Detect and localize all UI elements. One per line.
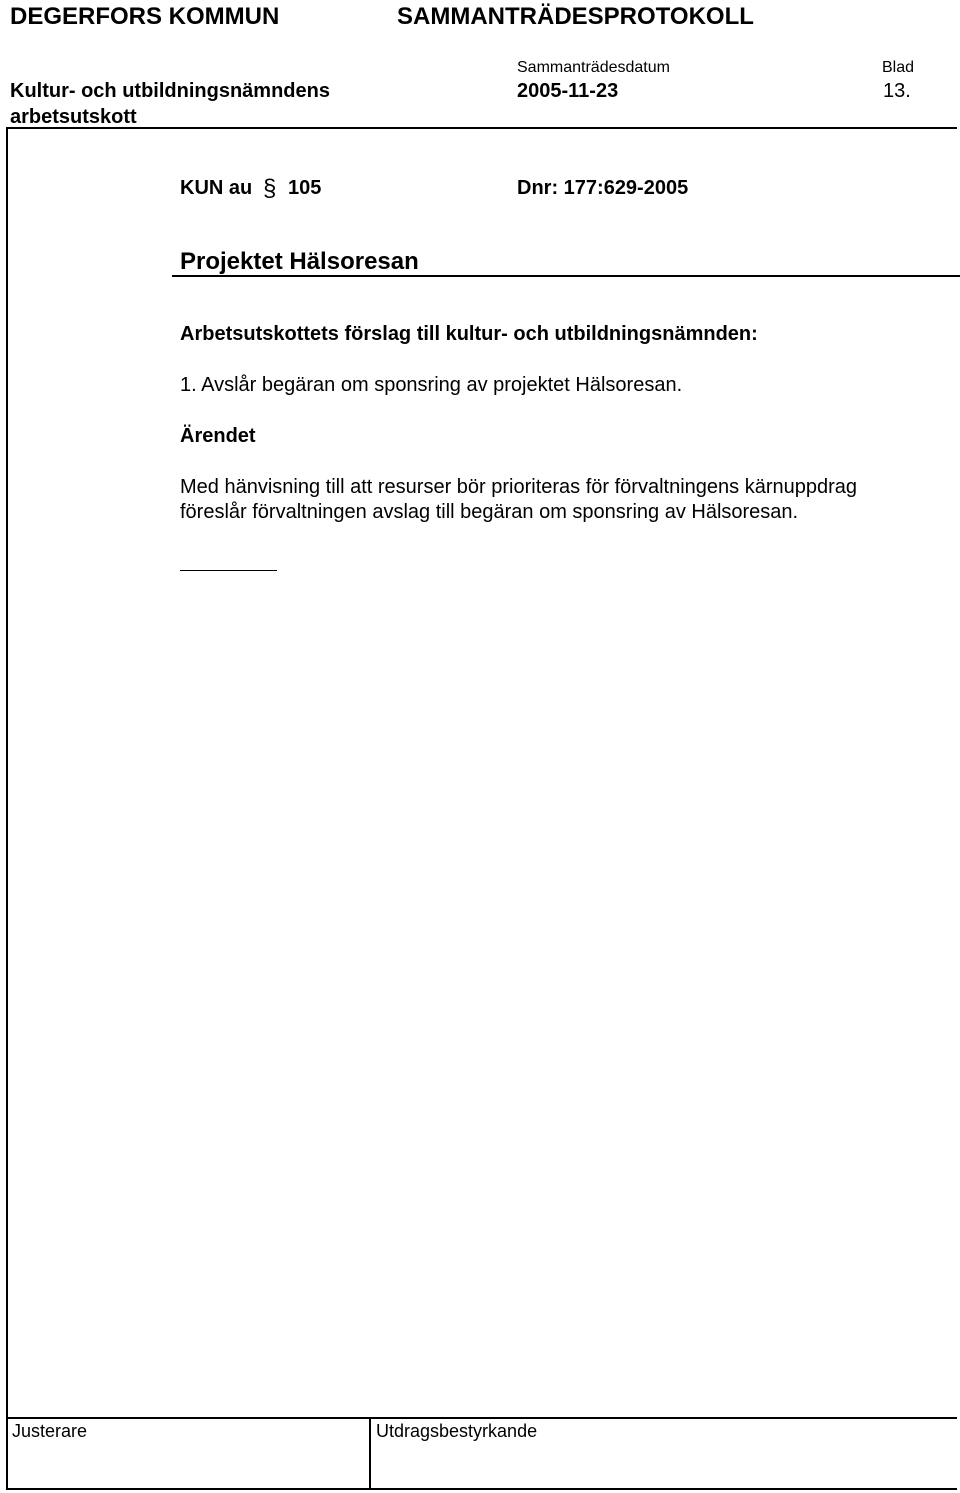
paragraph-sign: § bbox=[263, 175, 277, 202]
section-heading: Ärendet bbox=[180, 425, 256, 447]
title-underline bbox=[172, 275, 960, 277]
end-of-item-rule bbox=[180, 570, 277, 571]
board-name-line1: Kultur- och utbildningsnämndens bbox=[10, 80, 330, 102]
extract-certification-label: Utdragsbestyrkande bbox=[376, 1421, 538, 1441]
page-number: 13. bbox=[883, 80, 911, 102]
paragraph-number: 105 bbox=[288, 177, 322, 199]
paragraph-prefix: KUN au bbox=[180, 177, 253, 199]
body-text-line: föreslår förvaltningen avslag till begäran om sponsring av Hälsoresan. bbox=[180, 501, 799, 523]
meeting-date-value: 2005-11-23 bbox=[517, 80, 619, 102]
footer-divider bbox=[369, 1417, 371, 1490]
body-text-line: Med hänvisning till att resurser bör prioriteras för förvaltningens kärnuppdrag bbox=[180, 476, 858, 498]
footer-rule bbox=[6, 1417, 957, 1419]
proposal-heading: Arbetsutskottets förslag till kultur- och utbildningsnämnden: bbox=[180, 323, 758, 345]
document-type: SAMMANTRÄDESPROTOKOLL bbox=[397, 3, 754, 30]
organization-name: DEGERFORS KOMMUN bbox=[10, 3, 280, 30]
diary-number: Dnr: 177:629-2005 bbox=[517, 177, 689, 199]
proposal-item: 1. Avslår begäran om sponsring av projektet Hälsoresan. bbox=[180, 374, 683, 396]
adjuster-label: Justerare bbox=[12, 1421, 88, 1441]
page-label: Blad bbox=[882, 59, 915, 76]
item-title: Projektet Hälsoresan bbox=[180, 248, 419, 275]
board-name-line2: arbetsutskott bbox=[10, 106, 137, 128]
meeting-date-label: Sammanträdesdatum bbox=[517, 59, 670, 76]
